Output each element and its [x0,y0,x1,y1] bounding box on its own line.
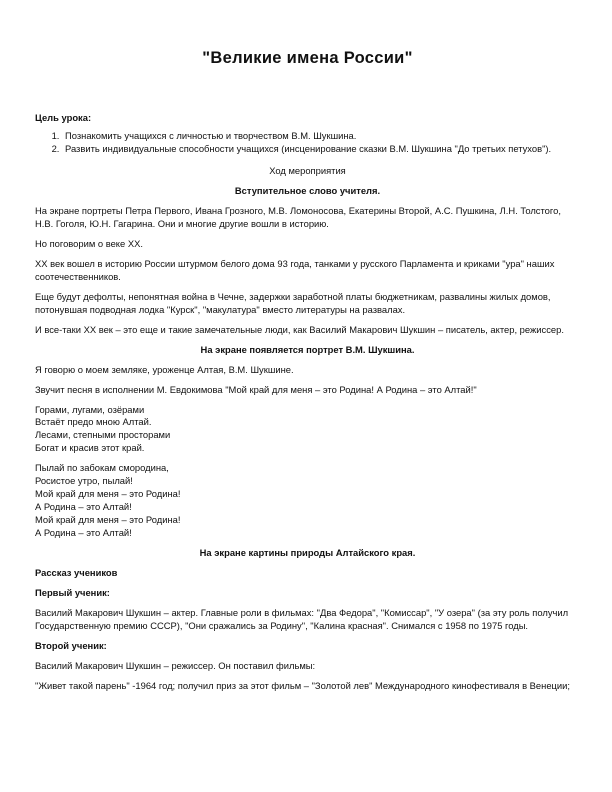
paragraph-century: Но поговорим о веке XX. [35,237,143,249]
student1-text: Василий Макарович Шукшин – актер. Главные роли в фильмах: "Два Федора", "Комиссар", "У озера" (за эту роль получил Государственную премию СССР), "Они сражались за Родину", "Калина красная". Снимался с 1958 по 1975 годы. [35,607,569,632]
poem-line: А Родина – это Алтай! [35,501,132,513]
poem-line: Мой край для меня – это Родина! [35,514,181,526]
paragraph-history: XX век вошел в историю России штурмом белого дома 93 года, танками у русского Парламента и криками "ура" наших соотечественников. [35,257,555,282]
paragraph-events: Еще будут дефолты, непонятная война в Чечне, задержки заработной платы бюджетникам, развалины жилых домов, потонувшая подводная лодка "Курск", "макулатура" вместо литературы на развалах. [35,290,551,315]
goal-item: 2. Развить индивидуальные способности учащихся (инсценирование сказки В.М. Шукшина "До третьих петухов"). [62,143,580,156]
goals-list [35,130,580,156]
student1-label: Первый ученик: [35,587,110,599]
poem-stanza-2 [35,462,580,540]
student2-film: "Живет такой парень" -1964 год; получил приз за этот фильм – "Золотой лев" Международного кинофестиваля в Венеции; [35,679,570,691]
student2-label: Второй ученик: [35,640,107,652]
paragraph-portraits: На экране портреты Петра Первого, Ивана Грозного, М.В. Ломоносова, Екатерины Второй, А.С. Пушкина, Л.Н. Толстого, Н.В. Гоголя, Ю.Н. Гагарина. Они и многие другие вошли в историю. [35,204,561,229]
poem-line: Встаёт предо мною Алтай. [35,416,152,428]
nature-heading: На экране картины природы Алтайского края. [199,547,416,559]
paragraph-song: Звучит песня в исполнении М. Евдокимова "Мой край для меня – это Родина! А Родина – это Алтай!" [35,383,477,395]
document-body [35,112,580,700]
poem-line: Горами, лугами, озёрами [35,403,145,415]
student2-text: Василий Макарович Шукшин – режиссер. Он поставил фильмы: [35,660,316,671]
intro-heading: Вступительное слово учителя. [234,184,381,196]
paragraph-people: И все-таки XX век – это еще и такие замечательные люди, как Василий Макарович Шукшин – писатель, актер, режиссер. [35,323,564,335]
poem-line: Лесами, степными просторами [35,429,171,441]
paragraph-compatriot: Я говорю о моем земляке, уроженце Алтая, В.М. Шукшине. [35,363,294,375]
poem-line: Росистое утро, пылай! [35,475,133,487]
poem-line: Богат и красив этот край. [35,442,145,454]
poem-line: Мой край для меня – это Родина! [35,488,181,500]
portrait-heading: На экране появляется портрет В.М. Шукшина. [200,343,415,355]
page-title: "Великие имена России" [202,49,413,67]
goal-label: Цель урока: [35,112,92,123]
goal-item: 1. Познакомить учащихся с личностью и творчеством В.М. Шукшина. [62,130,580,143]
event-heading: Ход мероприятия [269,164,346,176]
poem-line: Пылай по забокам смородина, [35,462,169,474]
poem-stanza-1 [35,404,580,456]
students-heading: Рассказ учеников [35,567,118,579]
poem-line: А Родина – это Алтай! [35,527,132,539]
